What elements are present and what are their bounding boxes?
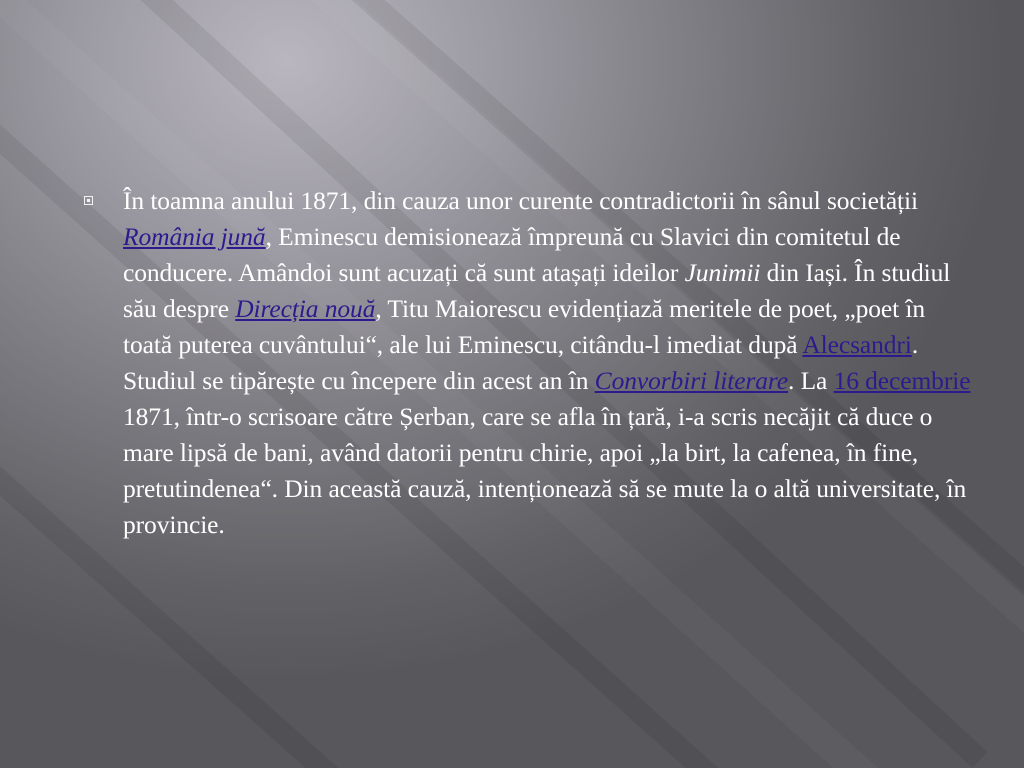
romania-juna-link[interactable]: România jună: [123, 222, 266, 251]
junimii-emphasis: Junimii: [684, 258, 761, 287]
convorbiri-literare-link[interactable]: Convorbiri literare: [594, 366, 789, 395]
paragraph-text: , Eminescu demisionează împreună cu Slavici din comitetul de conducere. Amândoi sunt acuzați că sunt atașați ideilor: [123, 222, 901, 287]
paragraph-text: . La: [788, 366, 834, 395]
alecsandri-link[interactable]: Alecsandri: [802, 330, 912, 359]
directia-noua-link[interactable]: Direcția nouă: [235, 294, 376, 323]
paragraph-text: , Titu Maiorescu evidențiază meritele de poet, „poet în toată puterea cuvântului“, ale lui Eminescu, citându-l imediat după: [123, 294, 925, 359]
16-decembrie-link[interactable]: 16 decembrie: [833, 366, 971, 395]
paragraph-text: . Studiul se tipărește cu începere din acest an în: [123, 330, 919, 395]
paragraph-text: din Iași. În studiul său despre: [123, 258, 951, 323]
square-bullet-icon: [84, 196, 93, 205]
body-paragraph: [123, 183, 973, 543]
paragraph-text: În toamna anului 1871, din cauza unor curente contradictorii în sânul societății: [123, 186, 918, 215]
paragraph-text: 1871, într-o scrisoare către Șerban, care se afla în țară, i-a scris necăjit că duce o mare lipsă de bani, având datorii pentru chirie, apoi „la birt, la cafenea, în fine, pretutindenea“. Din această cauză, intenționează să se mute la o altă universitate, în provincie.: [123, 402, 967, 539]
